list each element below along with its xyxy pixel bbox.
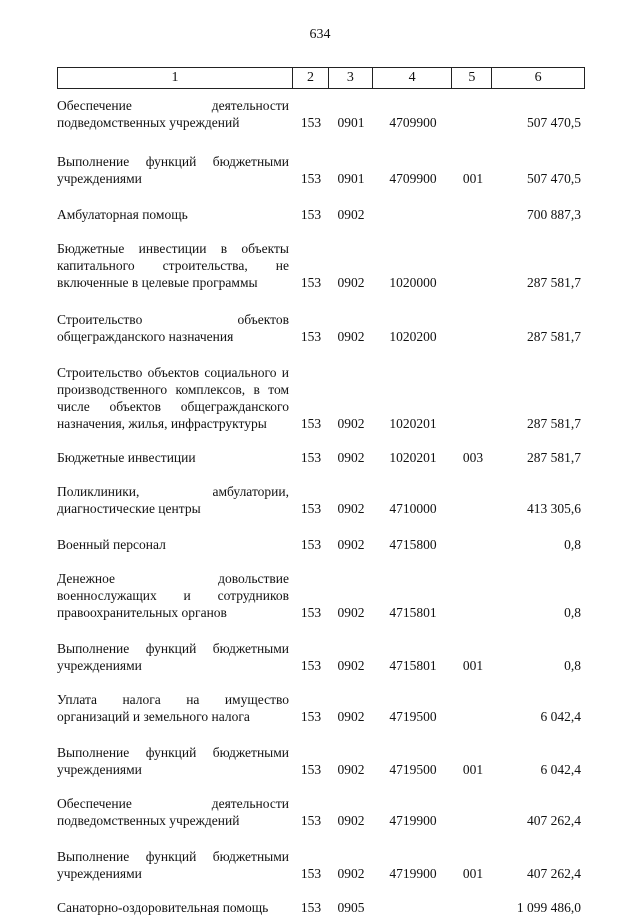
row-col-5: 001 bbox=[462, 171, 484, 186]
row-name: Выполнение функций бюджетными учреждениями bbox=[57, 745, 289, 777]
row-col-6: 6 042,4 bbox=[540, 762, 581, 777]
row-col-2: 153 bbox=[300, 207, 322, 222]
row-col-6: 700 887,3 bbox=[527, 207, 581, 222]
row-col-2: 153 bbox=[300, 275, 322, 290]
row-col-2: 153 bbox=[300, 658, 322, 673]
row-col-2: 153 bbox=[300, 605, 322, 620]
row-name: Бюджетные инвестиции в объекты капитального строительства, не включенные в целевые программы bbox=[57, 241, 289, 290]
row-col-5: 003 bbox=[462, 450, 484, 465]
row-col-4: 4710000 bbox=[389, 501, 437, 516]
table-row bbox=[57, 536, 585, 553]
row-col-2: 153 bbox=[300, 813, 322, 828]
row-col-3: 0902 bbox=[337, 537, 365, 552]
row-col-2: 153 bbox=[300, 762, 322, 777]
row-col-3: 0901 bbox=[337, 171, 365, 186]
row-col-6: 287 581,7 bbox=[527, 416, 581, 431]
table-row bbox=[57, 848, 585, 882]
row-col-4: 4719900 bbox=[389, 813, 437, 828]
table-row bbox=[57, 364, 585, 432]
row-col-3: 0902 bbox=[337, 416, 365, 431]
row-col-2: 153 bbox=[300, 866, 322, 881]
table-row bbox=[57, 691, 585, 725]
row-col-2: 153 bbox=[300, 171, 322, 186]
table-row bbox=[57, 449, 585, 466]
row-name: Выполнение функций бюджетными учреждениями bbox=[57, 641, 289, 673]
row-col-4: 4709900 bbox=[389, 115, 437, 130]
row-col-6: 413 305,6 bbox=[527, 501, 581, 516]
row-col-4: 1020201 bbox=[389, 416, 437, 431]
row-name: Обеспечение деятельности подведомственных учреждений bbox=[57, 98, 289, 130]
row-col-6: 287 581,7 bbox=[527, 275, 581, 290]
row-col-3: 0902 bbox=[337, 605, 365, 620]
row-name: Военный персонал bbox=[57, 537, 166, 552]
row-col-3: 0902 bbox=[337, 813, 365, 828]
row-col-6: 0,8 bbox=[564, 537, 581, 552]
page-number: 634 bbox=[309, 27, 331, 42]
table-row bbox=[57, 206, 585, 223]
table-row bbox=[57, 97, 585, 131]
row-col-4: 4709900 bbox=[389, 171, 437, 186]
header-col-2: 2 bbox=[293, 68, 329, 88]
table-row bbox=[57, 744, 585, 778]
table-row bbox=[57, 153, 585, 187]
header-col-4: 4 bbox=[373, 68, 453, 88]
header-col-1: 1 bbox=[58, 68, 293, 88]
row-name: Уплата налога на имущество организаций и земельного налога bbox=[57, 692, 289, 724]
row-col-6: 287 581,7 bbox=[527, 329, 581, 344]
row-col-2: 153 bbox=[300, 115, 322, 130]
table-row bbox=[57, 483, 585, 517]
row-col-2: 153 bbox=[300, 900, 322, 915]
row-name: Выполнение функций бюджетными учреждениями bbox=[57, 849, 289, 881]
row-col-4: 1020000 bbox=[389, 275, 437, 290]
table-header bbox=[57, 67, 585, 89]
row-col-4: 4719500 bbox=[389, 762, 437, 777]
row-col-2: 153 bbox=[300, 329, 322, 344]
row-col-3: 0902 bbox=[337, 658, 365, 673]
row-name: Амбулаторная помощь bbox=[57, 207, 188, 222]
row-col-3: 0902 bbox=[337, 450, 365, 465]
row-col-6: 407 262,4 bbox=[527, 813, 581, 828]
row-col-6: 287 581,7 bbox=[527, 450, 581, 465]
row-col-6: 507 470,5 bbox=[527, 171, 581, 186]
row-col-6: 407 262,4 bbox=[527, 866, 581, 881]
row-col-6: 0,8 bbox=[564, 605, 581, 620]
row-name: Выполнение функций бюджетными учреждениями bbox=[57, 154, 289, 186]
table-row bbox=[57, 795, 585, 829]
row-col-4: 1020201 bbox=[389, 450, 437, 465]
header-col-6: 6 bbox=[534, 70, 542, 85]
row-col-3: 0905 bbox=[337, 900, 365, 915]
row-name: Бюджетные инвестиции bbox=[57, 450, 196, 465]
row-col-6: 507 470,5 bbox=[527, 115, 581, 130]
table-row bbox=[57, 311, 585, 345]
row-col-3: 0902 bbox=[337, 501, 365, 516]
row-col-2: 153 bbox=[300, 450, 322, 465]
row-col-6: 0,8 bbox=[564, 658, 581, 673]
row-col-4: 4719900 bbox=[389, 866, 437, 881]
row-col-6: 1 099 486,0 bbox=[516, 900, 581, 915]
row-col-3: 0902 bbox=[337, 762, 365, 777]
row-col-3: 0902 bbox=[337, 329, 365, 344]
row-col-5: 001 bbox=[462, 762, 484, 777]
row-col-6: 6 042,4 bbox=[540, 709, 581, 724]
table-row bbox=[57, 640, 585, 674]
header-col-5: 5 bbox=[452, 68, 492, 88]
row-col-3: 0902 bbox=[337, 207, 365, 222]
row-col-4: 4715801 bbox=[389, 658, 437, 673]
row-col-3: 0901 bbox=[337, 115, 365, 130]
header-col-3: 3 bbox=[329, 68, 373, 88]
row-col-2: 153 bbox=[300, 537, 322, 552]
table-row bbox=[57, 240, 585, 291]
row-col-4: 4715800 bbox=[389, 537, 437, 552]
row-col-3: 0902 bbox=[337, 866, 365, 881]
table-body bbox=[57, 97, 585, 916]
table-row bbox=[57, 570, 585, 621]
row-name: Строительство объектов социального и производственного комплексов, в том числе объектов общегражданского назначения, жилья, инфраструктуры bbox=[57, 365, 289, 431]
row-name: Санаторно-оздоровительная помощь bbox=[57, 900, 269, 915]
row-col-3: 0902 bbox=[337, 709, 365, 724]
row-col-5: 001 bbox=[462, 658, 484, 673]
row-name: Строительство объектов общегражданского назначения bbox=[57, 312, 289, 344]
row-col-5: 001 bbox=[462, 866, 484, 881]
row-name: Поликлиники, амбулатории, диагностические центры bbox=[57, 484, 289, 516]
row-col-3: 0902 bbox=[337, 275, 365, 290]
row-name: Денежное довольствие военнослужащих и сотрудников правоохранительных органов bbox=[57, 571, 289, 620]
row-col-2: 153 bbox=[300, 416, 322, 431]
row-col-2: 153 bbox=[300, 709, 322, 724]
row-col-4: 1020200 bbox=[389, 329, 437, 344]
row-name: Обеспечение деятельности подведомственных учреждений bbox=[57, 796, 289, 828]
row-col-2: 153 bbox=[300, 501, 322, 516]
table-row bbox=[57, 899, 585, 916]
row-col-4: 4719500 bbox=[389, 709, 437, 724]
row-col-4: 4715801 bbox=[389, 605, 437, 620]
